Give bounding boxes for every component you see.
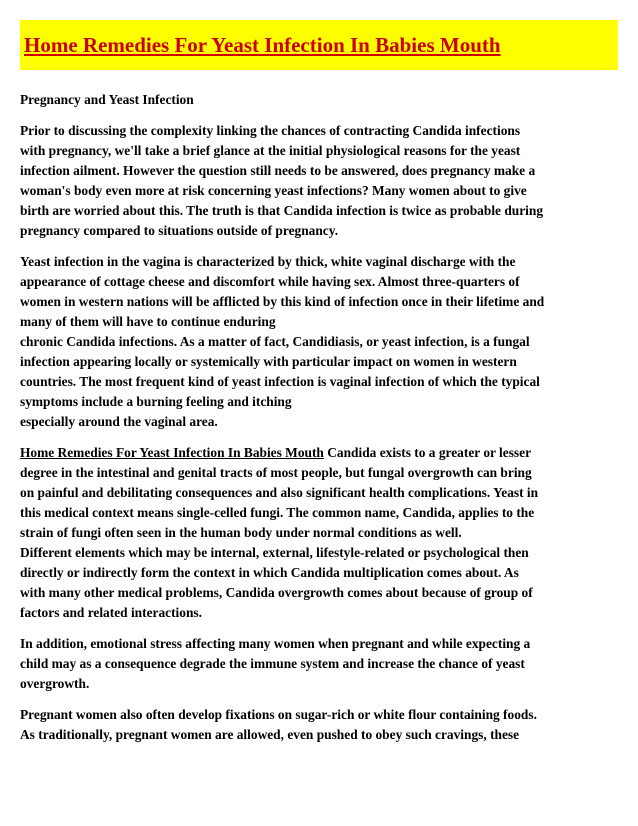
text-line: appearance of cottage cheese and discomfort while having sex. Almost three-quarters of	[20, 274, 520, 289]
text-line: woman's body even more at risk concerning yeast infections? Many women about to give	[20, 183, 527, 198]
text-line: this medical context means single-celled fungi. The common name, Candida, applies to the	[20, 505, 535, 520]
text-line: birth are worried about this. The truth is that Candida infection is twice as probable during	[20, 203, 544, 218]
text-line: overgrowth.	[20, 676, 90, 691]
page-title: Home Remedies For Yeast Infection In Babies Mouth	[24, 33, 501, 57]
paragraph-2	[20, 252, 620, 432]
title-link[interactable]: Home Remedies For Yeast Infection In Babies Mouth	[20, 445, 324, 460]
paragraph-5	[20, 705, 620, 745]
text-line: many of them will have to continue enduring	[20, 314, 276, 329]
text-line: especially around the vaginal area.	[20, 414, 218, 429]
text-line: infection appearing locally or systemically with particular impact on women in western	[20, 354, 517, 369]
document-body	[20, 90, 620, 756]
text-line: Different elements which may be internal, external, lifestyle-related or psychological then	[20, 545, 529, 560]
text-line: countries. The most frequent kind of yeast infection is vaginal infection of which the typical	[20, 374, 540, 389]
text-line: In addition, emotional stress affecting many women when pregnant and while expecting a	[20, 636, 531, 651]
text-line: infection ailment. However the question still needs to be answered, does pregnancy make a	[20, 163, 536, 178]
text-line: chronic Candida infections. As a matter of fact, Candidiasis, or yeast infection, is a fungal	[20, 334, 530, 349]
text-line: women in western nations will be afflicted by this kind of infection once in their lifetime and	[20, 294, 545, 309]
paragraph-4	[20, 634, 620, 694]
paragraph-1	[20, 121, 620, 241]
text-line: factors and related interactions.	[20, 605, 202, 620]
text-line: with many other medical problems, Candida overgrowth comes about because of group of	[20, 585, 533, 600]
link-continuation: Candida exists to a greater or lesser	[323, 445, 532, 460]
text-line: strain of fungi often seen in the human body under normal conditions as well.	[20, 525, 462, 540]
text-line	[20, 443, 620, 463]
text-line: directly or indirectly form the context in which Candida multiplication comes about. As	[20, 565, 519, 580]
text-line: Prior to discussing the complexity linking the chances of contracting Candida infections	[20, 123, 521, 138]
text-line: As traditionally, pregnant women are allowed, even pushed to obey such cravings, these	[20, 727, 520, 742]
text-line: Pregnant women also often develop fixations on sugar-rich or white flour containing foods.	[20, 707, 537, 722]
text-line: child may as a consequence degrade the immune system and increase the chance of yeast	[20, 656, 525, 671]
text-line: degree in the intestinal and genital tracts of most people, but fungal overgrowth can bring	[20, 465, 532, 480]
text-line: with pregnancy, we'll take a brief glance at the initial physiological reasons for the yeast	[20, 143, 521, 158]
section-heading: Pregnancy and Yeast Infection	[20, 92, 194, 107]
paragraph-3	[20, 443, 620, 623]
text-line: pregnancy compared to situations outside of pregnancy.	[20, 223, 339, 238]
text-line: Yeast infection in the vagina is characterized by thick, white vaginal discharge with the	[20, 254, 516, 269]
text-line: on painful and debilitating consequences and also significant health complications. Yeast in	[20, 485, 539, 500]
text-line: symptoms include a burning feeling and itching	[20, 394, 292, 409]
